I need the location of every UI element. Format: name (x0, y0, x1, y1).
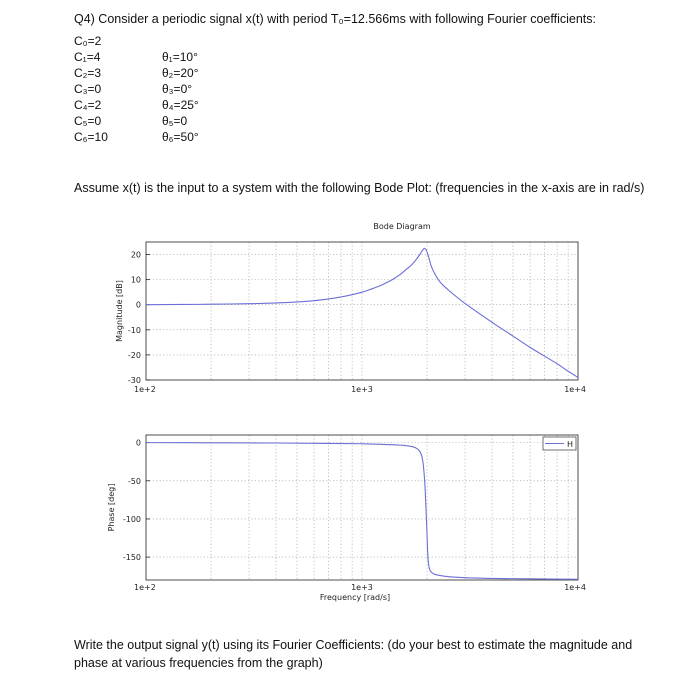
legend (543, 437, 576, 450)
y-tick-label: 10 (130, 275, 141, 285)
x-tick-label: 1e+2 (134, 385, 156, 394)
x-tick-label: 1e+4 (564, 385, 586, 394)
coefficient-c3: C₃=0 (74, 82, 102, 96)
phase-theta5: θ₅=0 (162, 114, 188, 128)
assume-text: Assume x(t) is the input to a system with the following Bode Plot: (frequencies in the x-axis are in rad/s) (74, 181, 645, 195)
coefficient-c1: C₁=4 (74, 50, 101, 64)
phase-theta3: θ₃=0° (162, 82, 193, 96)
x-tick-label: 1e+4 (564, 583, 586, 592)
x-tick-label: 1e+2 (134, 583, 156, 592)
y-tick-label: -10 (127, 325, 141, 335)
phase-theta4: θ₄=25° (162, 98, 199, 112)
y-tick-label: -30 (127, 376, 141, 385)
y-tick-label: 0 (135, 438, 141, 448)
coefficient-c5: C₅=0 (74, 114, 102, 128)
coefficient-c6: C₆=10 (74, 130, 108, 144)
magnitude-plot (115, 222, 586, 394)
x-tick-label: 1e+3 (351, 583, 373, 592)
coefficient-c0: C₀=2 (74, 34, 102, 48)
phase-plot (107, 435, 586, 602)
question-title: Q4) Consider a periodic signal x(t) with period T₀=12.566ms with following Fourier coefficients: (74, 12, 596, 26)
y-tick-label: -20 (127, 350, 141, 360)
x-tick-label: 1e+3 (351, 385, 373, 394)
y-tick-label: 0 (135, 300, 141, 310)
y-axis-label: Magnitude [dB] (115, 280, 124, 342)
phase-theta6: θ₆=50° (162, 130, 199, 144)
phase-theta2: θ₂=20° (162, 66, 199, 80)
y-tick-label: -100 (122, 514, 141, 524)
phase-theta1: θ₁=10° (162, 50, 198, 64)
chart-title: Bode Diagram (373, 222, 431, 231)
legend-label: H (567, 440, 574, 449)
y-tick-label: 20 (130, 250, 141, 260)
y-axis-label: Phase [deg] (107, 483, 116, 532)
write-output-instruction: Write the output signal y(t) using its Fourier Coefficients: (do your best to estimate the magnitude and phase at various frequencies from the graph) (74, 638, 633, 670)
y-tick-label: -150 (122, 553, 141, 563)
y-tick-label: -50 (127, 476, 141, 486)
coefficient-c2: C₂=3 (74, 66, 102, 80)
coefficient-c4: C₄=2 (74, 98, 102, 112)
x-axis-label: Frequency [rad/s] (319, 593, 391, 602)
